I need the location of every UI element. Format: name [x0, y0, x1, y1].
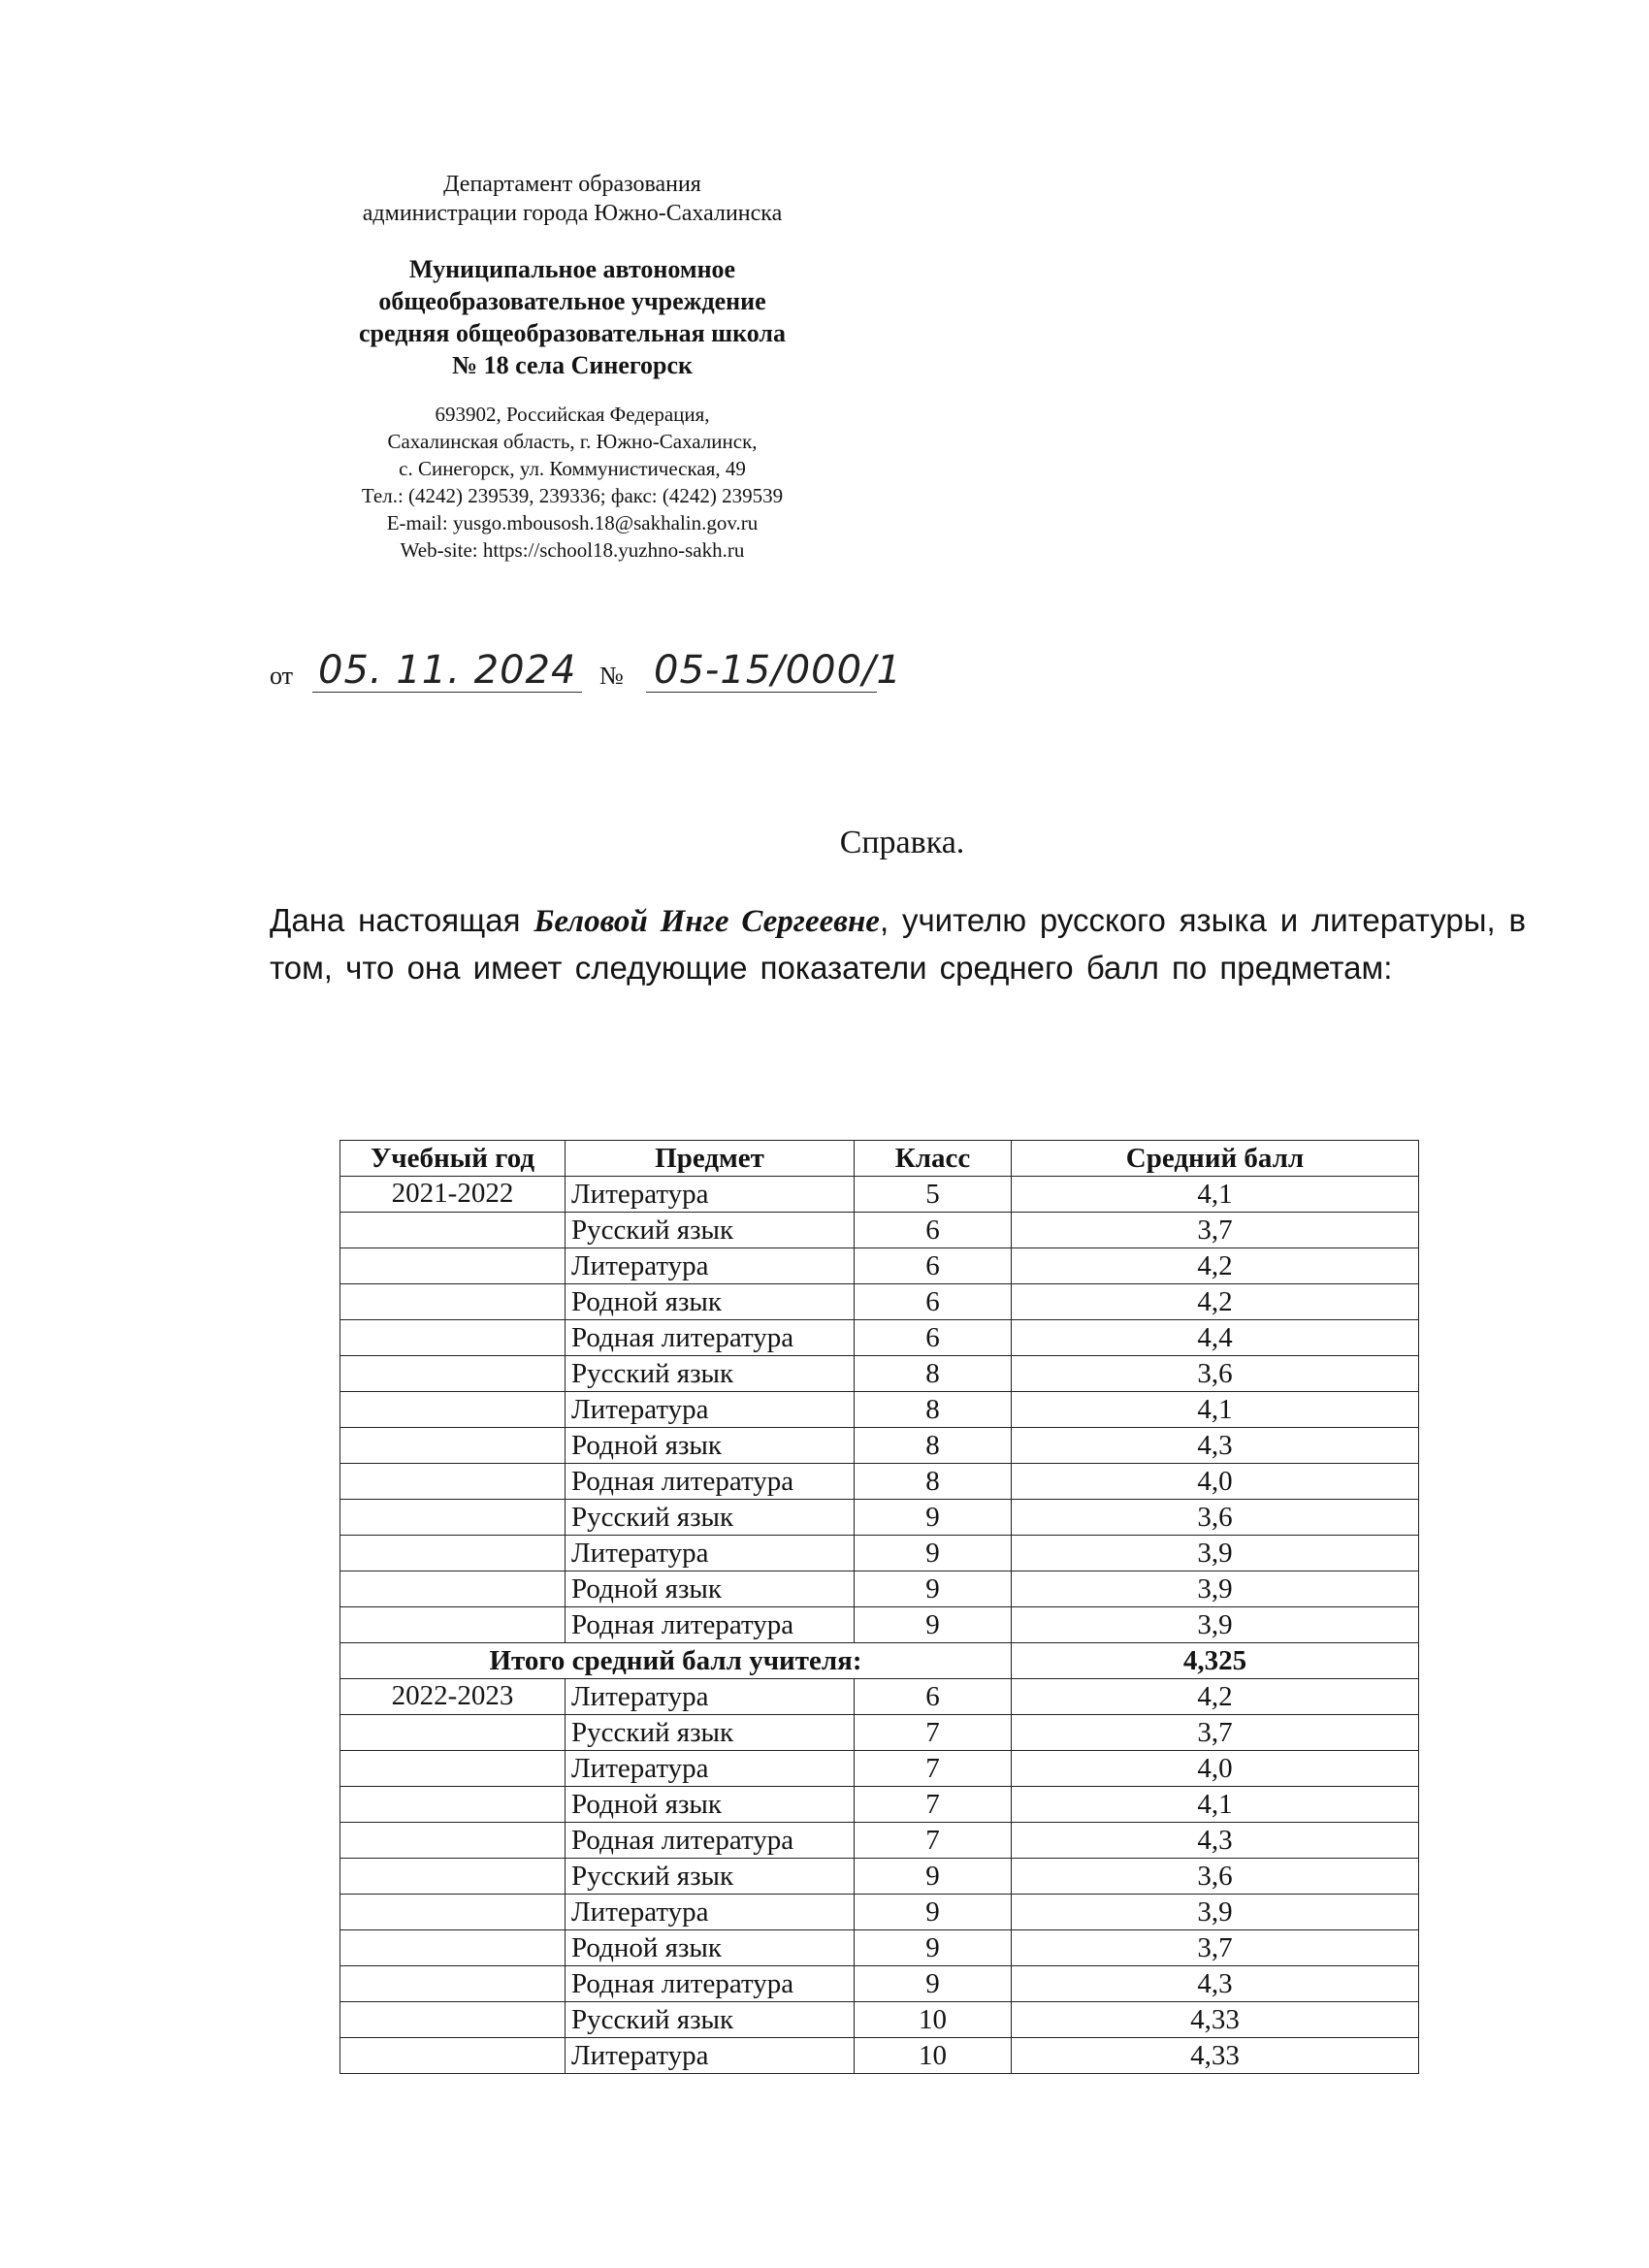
class-cell: 6	[855, 1679, 1012, 1715]
subject-cell: Литература	[566, 1536, 855, 1571]
average-cell: 4,4	[1012, 1320, 1419, 1356]
year-cell	[340, 2038, 566, 2074]
table-row	[340, 1248, 1419, 1284]
subject-cell: Русский язык	[566, 2002, 855, 2038]
class-cell: 9	[855, 1859, 1012, 1895]
average-cell: 3,9	[1012, 1536, 1419, 1571]
year-cell	[340, 1464, 566, 1500]
table-row	[340, 1213, 1419, 1248]
class-cell: 8	[855, 1356, 1012, 1392]
year-cell	[340, 1859, 566, 1895]
table-row	[340, 1895, 1419, 1930]
class-cell: 9	[855, 1500, 1012, 1536]
date-label: от	[270, 662, 294, 690]
year-cell	[340, 1320, 566, 1356]
header-average: Средний балл	[1012, 1141, 1419, 1177]
table-row	[340, 1571, 1419, 1607]
table-body	[340, 1177, 1419, 2074]
class-cell: 7	[855, 1823, 1012, 1859]
class-cell: 9	[855, 1966, 1012, 2002]
average-cell: 4,3	[1012, 1966, 1419, 2002]
handwritten-number: 05-15/000/1	[654, 648, 902, 693]
number-label: №	[599, 662, 624, 690]
table-row	[340, 2038, 1419, 2074]
table-row	[340, 1607, 1419, 1643]
subject-cell: Литература	[566, 1392, 855, 1428]
table-row	[340, 1966, 1419, 2002]
class-cell: 6	[855, 1248, 1012, 1284]
school-name: Муниципальное автономное общеобразовательное учреждение средняя общеобразовательная школа № 18 села Синегорск	[359, 255, 786, 379]
class-cell: 9	[855, 1930, 1012, 1966]
table-row	[340, 1679, 1419, 1715]
table-row	[340, 1356, 1419, 1392]
year-cell	[340, 1356, 566, 1392]
subject-cell: Русский язык	[566, 1500, 855, 1536]
subject-cell: Родной язык	[566, 1930, 855, 1966]
header-subject: Предмет	[566, 1141, 855, 1177]
class-cell: 8	[855, 1464, 1012, 1500]
class-cell: 9	[855, 1571, 1012, 1607]
table-row	[340, 1464, 1419, 1500]
average-cell: 3,9	[1012, 1895, 1419, 1930]
average-cell: 3,9	[1012, 1571, 1419, 1607]
year-cell	[340, 1787, 566, 1823]
average-cell: 4,2	[1012, 1284, 1419, 1320]
table-row	[340, 1320, 1419, 1356]
school-address: 693902, Российская Федерация, Сахалинская область, г. Южно-Сахалинск, с. Синегорск, ул. Коммунистическая, 49 Тел.: (4242) 239539, 239336; факс: (4242) 239539 E-mail: yusgo.mbousosh.18@sakhalin.gov.ru Web-site: https://school18.yuzhno-sakh.ru	[361, 403, 784, 562]
year-cell	[340, 1966, 566, 2002]
year-cell	[340, 1500, 566, 1536]
table-row	[340, 2002, 1419, 2038]
table-row	[340, 1751, 1419, 1787]
year-cell	[340, 1895, 566, 1930]
table-row	[340, 1392, 1419, 1428]
table-row	[340, 1177, 1419, 1213]
table-row	[340, 1787, 1419, 1823]
year-cell	[340, 1536, 566, 1571]
average-cell: 3,7	[1012, 1715, 1419, 1751]
total-row	[340, 1643, 1419, 1679]
class-cell: 7	[855, 1751, 1012, 1787]
grades-table	[340, 1140, 1419, 2074]
average-cell: 4,1	[1012, 1787, 1419, 1823]
subject-cell: Русский язык	[566, 1213, 855, 1248]
table-row	[340, 1536, 1419, 1571]
subject-cell: Родной язык	[566, 1428, 855, 1464]
average-cell: 3,9	[1012, 1607, 1419, 1643]
year-cell	[340, 1607, 566, 1643]
subject-cell: Литература	[566, 1177, 855, 1213]
subject-cell: Родной язык	[566, 1787, 855, 1823]
average-cell: 4,33	[1012, 2002, 1419, 2038]
average-cell: 3,6	[1012, 1500, 1419, 1536]
subject-cell: Литература	[566, 2038, 855, 2074]
subject-cell: Русский язык	[566, 1715, 855, 1751]
statement-paragraph: Дана настоящая Беловой Инге Сергеевне, учителю русского языка и литературы, в том, что она имеет следующие показатели среднего балл по предметам:	[270, 902, 1526, 986]
header-year: Учебный год	[340, 1141, 566, 1177]
year-cell	[340, 1930, 566, 1966]
subject-cell: Родной язык	[566, 1284, 855, 1320]
year-cell	[340, 1428, 566, 1464]
subject-cell: Родная литература	[566, 1464, 855, 1500]
average-cell: 4,3	[1012, 1428, 1419, 1464]
header-class: Класс	[855, 1141, 1012, 1177]
subject-cell: Родная литература	[566, 1320, 855, 1356]
letterhead	[291, 170, 854, 564]
class-cell: 6	[855, 1213, 1012, 1248]
class-cell: 8	[855, 1428, 1012, 1464]
subject-cell: Русский язык	[566, 1356, 855, 1392]
table-row	[340, 1823, 1419, 1859]
subject-cell: Литература	[566, 1679, 855, 1715]
table-row	[340, 1930, 1419, 1966]
average-cell: 4,0	[1012, 1751, 1419, 1787]
subject-cell: Родная литература	[566, 1823, 855, 1859]
subject-cell: Литература	[566, 1751, 855, 1787]
total-label: Итого средний балл учителя:	[340, 1643, 1012, 1679]
year-cell	[340, 2002, 566, 2038]
average-cell: 4,2	[1012, 1679, 1419, 1715]
year-cell	[340, 1715, 566, 1751]
average-cell: 4,33	[1012, 2038, 1419, 2074]
average-cell: 3,7	[1012, 1930, 1419, 1966]
year-cell	[340, 1751, 566, 1787]
class-cell: 5	[855, 1177, 1012, 1213]
subject-cell: Литература	[566, 1248, 855, 1284]
table-row	[340, 1500, 1419, 1536]
year-cell	[340, 1248, 566, 1284]
teacher-name: Беловой Инге Сергеевне	[534, 904, 880, 939]
class-cell: 9	[855, 1536, 1012, 1571]
subject-cell: Родная литература	[566, 1607, 855, 1643]
year-cell: 2022-2023	[340, 1679, 566, 1715]
year-cell	[340, 1571, 566, 1607]
subject-cell: Родная литература	[566, 1966, 855, 2002]
class-cell: 9	[855, 1895, 1012, 1930]
average-cell: 3,6	[1012, 1859, 1419, 1895]
average-cell: 4,0	[1012, 1464, 1419, 1500]
year-cell: 2021-2022	[340, 1177, 566, 1213]
year-cell	[340, 1284, 566, 1320]
table-row	[340, 1715, 1419, 1751]
document-title: Справка.	[839, 825, 965, 860]
average-cell: 4,3	[1012, 1823, 1419, 1859]
class-cell: 10	[855, 2038, 1012, 2074]
total-value: 4,325	[1012, 1643, 1419, 1679]
year-cell	[340, 1392, 566, 1428]
class-cell: 7	[855, 1787, 1012, 1823]
subject-cell: Русский язык	[566, 1859, 855, 1895]
table-header-row	[340, 1141, 1419, 1177]
average-cell: 4,1	[1012, 1177, 1419, 1213]
average-cell: 3,6	[1012, 1356, 1419, 1392]
class-cell: 6	[855, 1320, 1012, 1356]
reference-line	[270, 640, 910, 698]
table-row	[340, 1859, 1419, 1895]
table-row	[340, 1284, 1419, 1320]
class-cell: 9	[855, 1607, 1012, 1643]
department-name: Департамент образования администрации города Южно-Сахалинска	[362, 172, 783, 226]
year-cell	[340, 1823, 566, 1859]
subject-cell: Литература	[566, 1895, 855, 1930]
handwritten-date: 05. 11. 2024	[318, 648, 577, 693]
class-cell: 10	[855, 2002, 1012, 2038]
subject-cell: Родной язык	[566, 1571, 855, 1607]
average-cell: 4,1	[1012, 1392, 1419, 1428]
class-cell: 6	[855, 1284, 1012, 1320]
year-cell	[340, 1213, 566, 1248]
class-cell: 7	[855, 1715, 1012, 1751]
average-cell: 4,2	[1012, 1248, 1419, 1284]
class-cell: 8	[855, 1392, 1012, 1428]
table-row	[340, 1428, 1419, 1464]
average-cell: 3,7	[1012, 1213, 1419, 1248]
